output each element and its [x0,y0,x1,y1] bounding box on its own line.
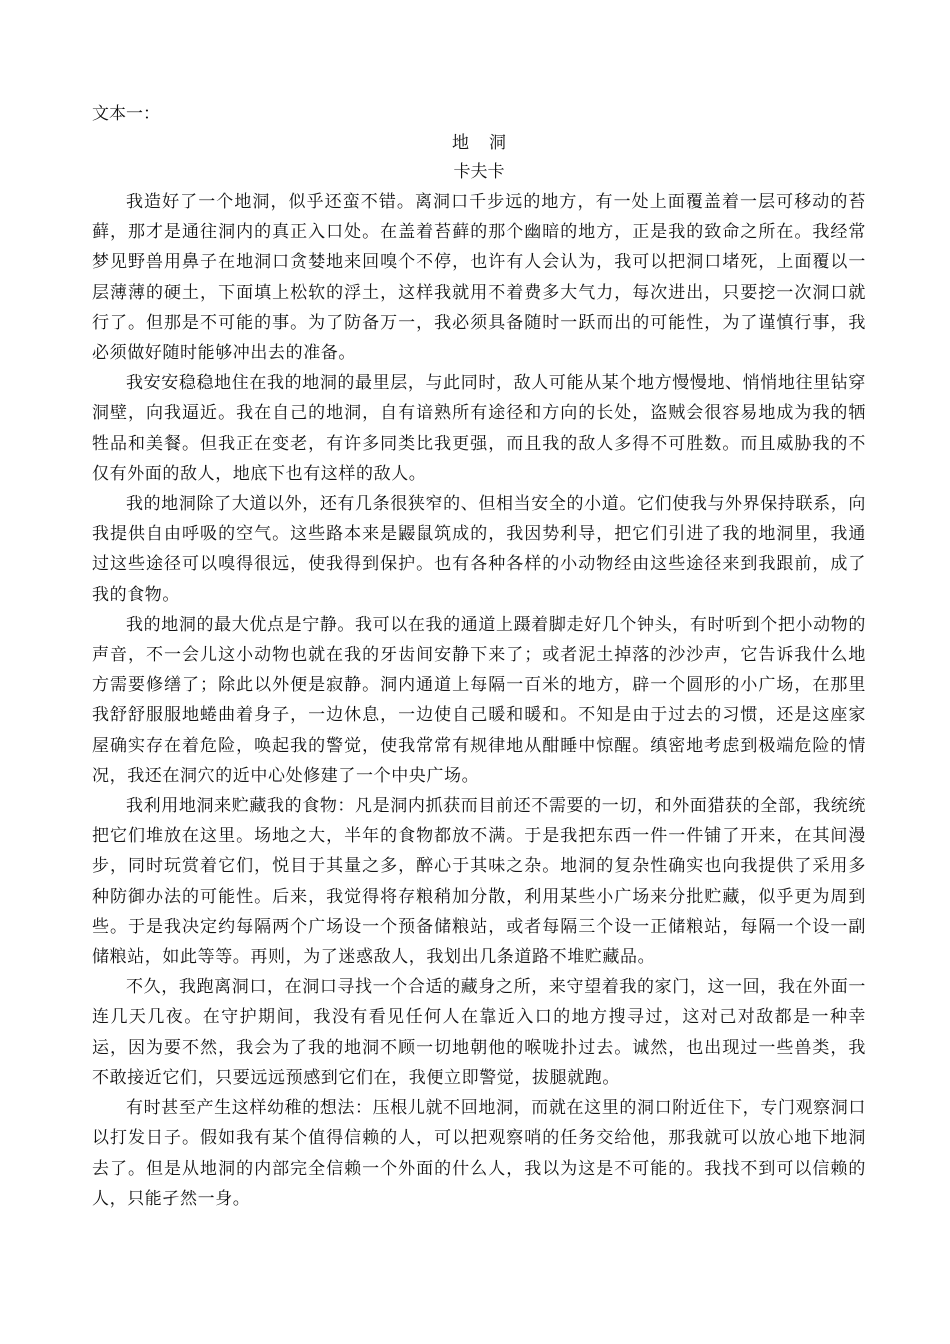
paragraph-6: 不久，我跑离洞口，在洞口寻找一个合适的藏身之所，来守望着我的家门，这一回，我在外面一连几天几夜。在守护期间，我没有看见任何人在靠近入口的地方搜寻过，这对己对敌都是一种幸运，因为要不然，我会为了我的地洞不顾一切地朝他的喉咙扑过去。诚然，也出现过一些兽类，我不敢接近它们，只要远远预感到它们在，我便立即警觉，拔腿就跑。 [92,977,866,1088]
paragraph-2: 我安安稳稳地住在我的地洞的最里层，与此同时，敌人可能从某个地方慢慢地、悄悄地往里钻穿洞壁，向我逼近。我在自己的地洞，自有谙熟所有途径和方向的长处，盗贼会很容易地成为我的牺牲品和美餐。但我正在变老，有许多同类比我更强，而且我的敌人多得不可胜数。而且威胁我的不仅有外面的敌人，地底下也有这样的敌人。 [92,373,866,484]
paragraph-4: 我的地洞的最大优点是宁静。我可以在我的通道上蹑着脚走好几个钟头，有时听到个把小动物的声音，不一会儿这小动物也就在我的牙齿间安静下来了；或者泥土掉落的沙沙声，它告诉我什么地方需要修缮了；除此以外便是寂静。洞内通道上每隔一百米的地方，辟一个圆形的小广场，在那里我舒舒服服地蜷曲着身子，一边休息，一边使自己暖和暖和。不知是由于过去的习惯，还是这座家屋确实存在着危险，唤起我的警觉，使我常常有规律地从酣睡中惊醒。缜密地考虑到极端危险的情况，我还在洞穴的近中心处修建了一个中央广场。 [92,614,866,786]
story-author: 卡夫卡 [453,162,505,182]
story-title: 地洞 [452,133,526,153]
paragraph-5: 我利用地洞来贮藏我的食物：凡是洞内抓获而目前还不需要的一切，和外面猎获的全部，我统统把它们堆放在这里。场地之大，半年的食物都放不满。于是我把东西一件一件铺了开来，在其间漫步，同时玩赏着它们，悦目于其量之多，醉心于其味之杂。地洞的复杂性确实也向我提供了采用多种防御办法的可能性。后来，我觉得将存粮稍加分散，利用某些小广场来分批贮藏，似乎更为周到些。于是我决定约每隔两个广场设一个预备储粮站，或者每隔三个设一正储粮站，每隔一个设一副储粮站，如此等等。再则，为了迷惑敌人，我划出几条道路不堆贮藏品。 [92,796,866,968]
document-page [92,100,866,1214]
paragraph-7: 有时甚至产生这样幼稚的想法：压根儿就不回地洞，而就在这里的洞口附近住下，专门观察洞口以打发日子。假如我有某个值得信赖的人，可以把观察哨的任务交给他，那我就可以放心地下地洞去了。但是从地洞的内部完全信赖一个外面的什么人，我以为这是不可能的。我找不到可以信赖的人，只能孑然一身。 [92,1098,866,1209]
paragraph-3: 我的地洞除了大道以外，还有几条很狭窄的、但相当安全的小道。它们使我与外界保持联系，向我提供自由呼吸的空气。这些路本来是鼹鼠筑成的，我因势利导，把它们引进了我的地洞里，我通过这些途径可以嗅得很远，使我得到保护。也有各种各样的小动物经由这些途径来到我跟前，成了我的食物。 [92,494,866,605]
text-label: 文本一： [92,104,160,124]
paragraph-1: 我造好了一个地洞，似乎还蛮不错。离洞口千步远的地方，有一处上面覆盖着一层可移动的苔藓，那才是通往洞内的真正入口处。在盖着苔藓的那个幽暗的地方，正是我的致命之所在。我经常梦见野兽用鼻子在地洞口贪婪地来回嗅个不停，也许有人会认为，我可以把洞口堵死，上面覆以一层薄薄的硬土，下面填上松软的浮土，这样我就用不着费多大气力，每次进出，只要挖一次洞口就行了。但那是不可能的事。为了防备万一，我必须具备随时一跃而出的可能性，为了谨慎行事，我必须做好随时能够冲出去的准备。 [92,192,866,364]
